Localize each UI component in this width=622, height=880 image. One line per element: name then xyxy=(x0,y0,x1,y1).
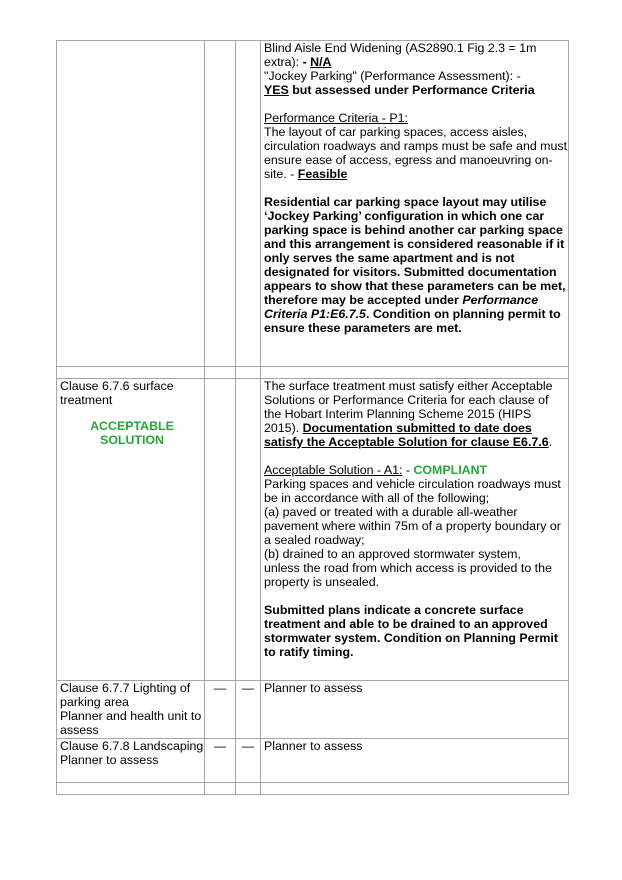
surface-intro: The surface treatment must satisfy either Acceptable Solutions or Performance Criteria for each clause of the Hobart Interim Planning Scheme 2015 (HIPS 2015). Documentation submitted to date does satisfy the Acceptable Solution for clause E6.7.6. xyxy=(264,379,553,449)
a1-item-b: (b) drained to an approved stormwater system, xyxy=(264,547,521,561)
jockey-result-line: YES but assessed under Performance Criteria xyxy=(264,83,535,97)
performance-heading: Performance Criteria - P1: xyxy=(264,111,408,125)
assessment-table xyxy=(56,40,569,795)
check-cell-1 xyxy=(205,379,236,681)
performance-text: The layout of car parking spaces, access aisles, circulation roadways and ramps must be safe and must ensure ease of access, egress and manoeuvring on-site. - Feasible xyxy=(264,125,568,181)
table-row-empty xyxy=(57,783,569,795)
assessment-paragraph: Residential car parking space layout may utilise ‘Jockey Parking’ configuration in which one car parking space is behind another car parking space and this arrangement is considered reasonable if it only serves the same apartment and is not designated for visitors. Submitted documentation appears to show that these parameters can be met, therefore may be accepted under Performance Criteria P1:E6.7.5. Condition on planning permit to ensure these parameters are met. xyxy=(264,195,566,335)
jockey-parking-line: "Jockey Parking" (Performance Assessment): - xyxy=(264,69,521,83)
check-cell-1: — xyxy=(205,739,236,783)
clause-label: Clause 6.7.7 Lighting of parking area xyxy=(60,681,191,709)
surface-summary: Submitted plans indicate a concrete surface treatment and able to be drained to an approved stormwater system. Condition on Planning Permit to ratify timing. xyxy=(264,603,558,659)
table-row-surface-treatment xyxy=(57,379,569,681)
a1-item-a: (a) paved or treated with a durable all-weather pavement where within 75m of a property boundary or a sealed roadway; xyxy=(264,505,561,547)
clause-cell xyxy=(57,681,205,739)
assessor-label: Planner to assess xyxy=(60,753,159,767)
table-row-jockey-parking xyxy=(57,41,569,367)
comment-cell: Planner to assess xyxy=(261,739,569,783)
status-badge: ACCEPTABLE SOLUTION xyxy=(90,419,174,447)
clause-label: Clause 6.7.6 surface treatment xyxy=(60,379,174,407)
check-cell-2 xyxy=(236,41,261,367)
a1-text: Parking spaces and vehicle circulation roadways must be in accordance with all of the following; xyxy=(264,477,561,505)
check-cell-2 xyxy=(236,379,261,681)
comment-cell xyxy=(261,379,569,681)
table-row-landscaping xyxy=(57,739,569,783)
acceptable-solution-heading: Acceptable Solution - A1: - COMPLIANT xyxy=(264,463,488,477)
clause-cell xyxy=(57,41,205,367)
assessor-label: Planner and health unit to assess xyxy=(60,709,202,737)
check-cell-2: — xyxy=(236,681,261,739)
table-row-lighting xyxy=(57,681,569,739)
clause-cell xyxy=(57,379,205,681)
comment-cell xyxy=(261,41,569,367)
blind-aisle-line: Blind Aisle End Widening (AS2890.1 Fig 2.3 = 1m extra): - N/A xyxy=(264,41,537,69)
clause-cell xyxy=(57,739,205,783)
check-cell-2: — xyxy=(236,739,261,783)
table-row-spacer xyxy=(57,367,569,379)
check-cell-1 xyxy=(205,41,236,367)
a1-item-c: unless the road from which access is provided to the property is unsealed. xyxy=(264,561,552,589)
clause-label: Clause 6.7.8 Landscaping xyxy=(60,739,204,753)
comment-cell: Planner to assess xyxy=(261,681,569,739)
check-cell-1: — xyxy=(205,681,236,739)
